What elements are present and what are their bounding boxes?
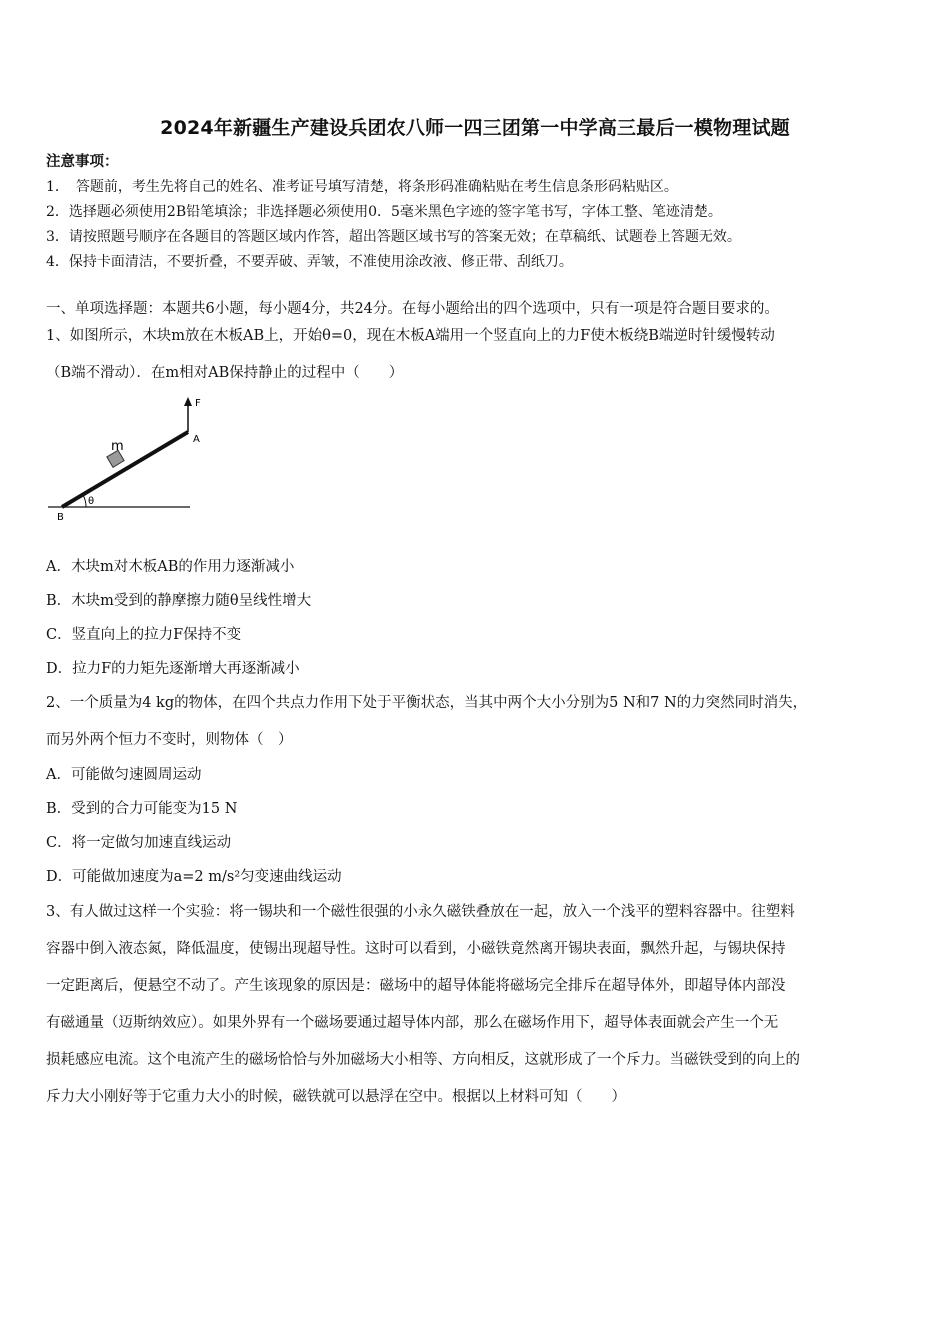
question-1-text: 1、如图所示，木块m放在木板AB上，开始θ=0，现在木板A端用一个竖直向上的力F使木板绕B端逆时针缓慢转动	[46, 328, 775, 344]
q1-option-a: A．木块m对木板AB的作用力逐渐减小	[46, 559, 295, 575]
q2-option-d: D．可能做加速度为a=2 m/s²匀变速曲线运动	[46, 869, 342, 885]
notice-item: 2．选择题必须使用2B铅笔填涂；非选择题必须使用0．5毫米黑色字迹的签字笔书写，字体工整、笔迹清楚。	[46, 204, 722, 220]
label-theta: θ	[88, 496, 95, 507]
q2-option-b: B．受到的合力可能变为15 N	[46, 801, 238, 817]
page-title: 2024年新疆生产建设兵团农八师一四三团第一中学高三最后一模物理试题	[160, 117, 790, 139]
board-ab	[62, 432, 188, 507]
label-m: m	[111, 439, 124, 454]
notice-item: 4．保持卡面清洁，不要折叠，不要弄破、弄皱，不准使用涂改液、修正带、刮纸刀。	[46, 254, 573, 270]
question-2-text: 2、一个质量为4 kg的物体，在四个共点力作用下处于平衡状态，当其中两个大小分别为5 N和7 N的力突然同时消失，	[46, 695, 808, 711]
question-2-text-cont: 而另外两个恒力不变时，则物体（ ）	[46, 732, 293, 748]
q1-option-d: D．拉力F的力矩先逐渐增大再逐渐减小	[46, 661, 300, 677]
q2-option-c: C．将一定做匀加速直线运动	[46, 835, 232, 851]
question-3-line: 有磁通量（迈斯纳效应）。如果外界有一个磁场要通过超导体内部，那么在磁场作用下，超导体表面就会产生一个无	[46, 1015, 779, 1031]
incline-figure	[40, 392, 210, 527]
q1-option-c: C．竖直向上的拉力F保持不变	[46, 627, 242, 643]
question-3-line: 3、有人做过这样一个实验：将一锡块和一个磁性很强的小永久磁铁叠放在一起，放入一个浅平的塑料容器中。往塑料	[46, 904, 795, 920]
q1-option-b: B．木块m受到的静摩擦力随θ呈线性增大	[46, 593, 312, 609]
label-b: B	[57, 512, 64, 523]
q2-option-a: A．可能做匀速圆周运动	[46, 767, 202, 783]
notice-item: 3．请按照题号顺序在各题目的答题区域内作答，超出答题区域书写的答案无效；在草稿纸、试题卷上答题无效。	[46, 229, 741, 245]
question-3-line: 容器中倒入液态氮，降低温度，使锡出现超导性。这时可以看到，小磁铁竟然离开锡块表面，飘然升起，与锡块保持	[46, 941, 786, 957]
question-3-line: 一定距离后，便悬空不动了。产生该现象的原因是：磁场中的超导体能将磁场完全排斥在超导体外，即超导体内部没	[46, 978, 786, 994]
arrow-head-icon	[184, 397, 192, 406]
question-3-line: 斥力大小刚好等于它重力大小的时候，磁铁就可以悬浮在空中。根据以上材料可知（ ）	[46, 1089, 626, 1105]
question-1-text-cont: （B端不滑动）．在m相对AB保持静止的过程中（ ）	[46, 365, 404, 381]
question-3-line: 损耗感应电流。这个电流产生的磁场恰恰与外加磁场大小相等、方向相反，这就形成了一个斥力。当磁铁受到的向上的	[46, 1052, 800, 1068]
section-header: 一、单项选择题：本题共6小题，每小题4分，共24分。在每小题给出的四个选项中，只有一项是符合题目要求的。	[46, 301, 779, 317]
label-a: A	[193, 434, 200, 445]
notice-heading: 注意事项：	[46, 153, 119, 170]
angle-arc	[83, 495, 86, 507]
notice-item: 1． 答题前，考生先将自己的姓名、准考证号填写清楚，将条形码准确粘贴在考生信息条形码粘贴区。	[46, 179, 678, 195]
label-force: F	[195, 398, 201, 409]
